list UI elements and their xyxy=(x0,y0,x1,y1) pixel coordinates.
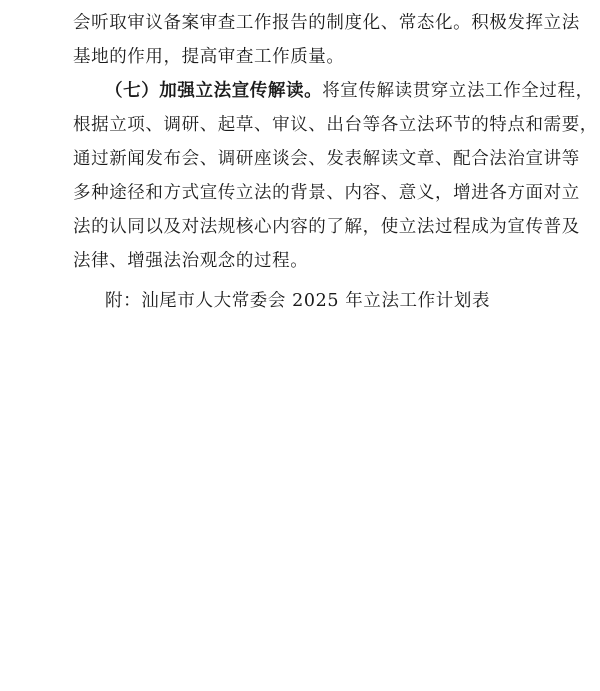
body-text-run: 将宣传解读贯穿立法工作全过程， xyxy=(322,81,594,101)
body-text-line: 通过新闻发布会、调研座谈会、发表解读文章、配合法治宣讲等 xyxy=(73,149,580,169)
section-heading: （七）加强立法宣传解读。 xyxy=(105,81,323,101)
body-text-line: 多种途径和方式宣传立法的背景、内容、意义，增进各方面对立 xyxy=(73,183,580,203)
body-text-line: 法的认同以及对法规核心内容的了解，使立法过程成为宣传普及 xyxy=(73,217,580,237)
body-text-line: 法律、增强法治观念的过程。 xyxy=(73,251,309,271)
body-text-line: 基地的作用，提高审查工作质量。 xyxy=(73,47,345,67)
section-heading-line xyxy=(105,80,594,102)
attachment-note: 附：汕尾市人大常委会 2025 年立法工作计划表 xyxy=(105,291,491,311)
body-text-line: 根据立项、调研、起草、审议、出台等各立法环节的特点和需要， xyxy=(73,115,598,135)
body-text-line: 会听取审议备案审查工作报告的制度化、常态化。积极发挥立法 xyxy=(73,13,580,33)
